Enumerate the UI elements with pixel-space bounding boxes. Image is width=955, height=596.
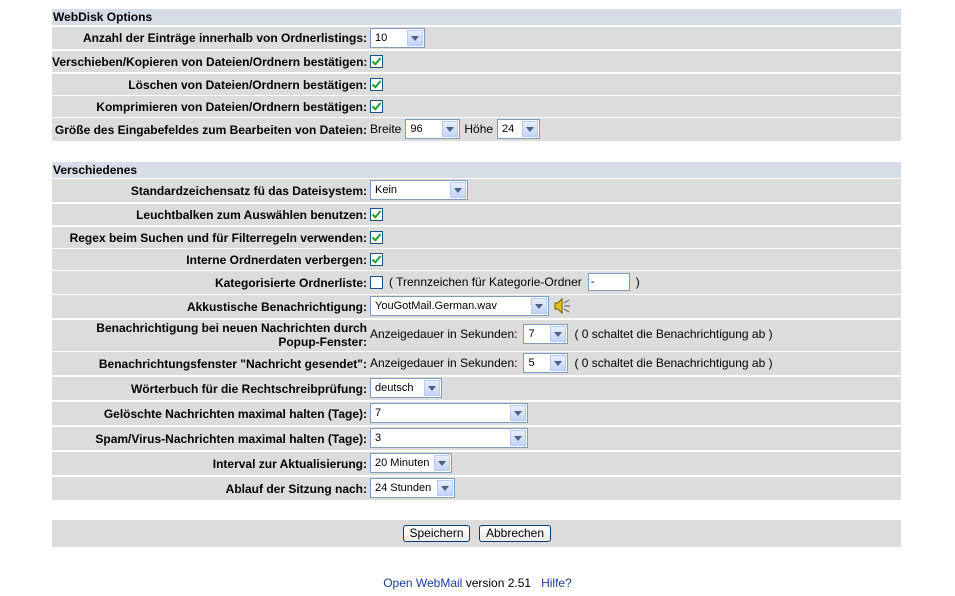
chevron-down-icon[interactable]: [550, 355, 566, 371]
session-label: Ablauf der Sitzung nach:: [225, 482, 367, 496]
regex-checkbox[interactable]: [370, 231, 383, 244]
dictionary-select[interactable]: [370, 378, 442, 398]
sent-label: Benachrichtungsfenster "Nachricht gesendet":: [98, 357, 367, 371]
confirm-move-checkbox[interactable]: [370, 55, 383, 68]
session-row: [52, 477, 901, 500]
chevron-down-icon[interactable]: [437, 480, 453, 496]
sent-duration-select[interactable]: [523, 353, 568, 373]
help-link[interactable]: Hilfe?: [541, 576, 572, 590]
refresh-select[interactable]: [370, 453, 452, 473]
confirm-delete-checkbox[interactable]: [370, 78, 383, 91]
width-select[interactable]: [405, 119, 460, 139]
refresh-row: [52, 452, 901, 475]
button-bar: [52, 520, 901, 547]
popup-label-line1: Benachrichtigung bei neuen Nachrichten durch: [96, 321, 367, 335]
chevron-down-icon[interactable]: [510, 430, 526, 446]
highlight-checkbox[interactable]: [370, 208, 383, 221]
chevron-down-icon[interactable]: [531, 298, 547, 314]
categorized-checkbox[interactable]: [370, 276, 383, 289]
chevron-down-icon[interactable]: [510, 405, 526, 421]
hide-internal-row: [52, 249, 901, 270]
highlight-label: Leuchtbalken zum Auswählen benutzen:: [136, 208, 367, 222]
popup-duration-label: Anzeigedauer in Sekunden:: [370, 327, 518, 341]
popup-row: [52, 320, 901, 351]
cancel-button[interactable]: Abbrechen: [479, 525, 551, 542]
hide-internal-label: Interne Ordnerdaten verbergen:: [186, 253, 367, 267]
sound-select[interactable]: [370, 296, 549, 316]
separator-text: ( Trennzeichen für Kategorie-Ordner: [389, 275, 582, 289]
separator-input[interactable]: -: [588, 273, 630, 291]
charset-label: Standardzeichensatz fü das Dateisystem:: [130, 184, 367, 198]
spam-value: 3: [375, 432, 382, 444]
session-value: 24 Stunden: [375, 482, 432, 494]
app-link[interactable]: Open WebMail: [383, 576, 463, 590]
width-label: Breite: [370, 122, 402, 136]
chevron-down-icon[interactable]: [442, 121, 458, 137]
popup-duration-value: 7: [528, 328, 535, 340]
sound-value: YouGotMail.German.wav: [375, 300, 497, 312]
chevron-down-icon[interactable]: [424, 380, 440, 396]
footer: [0, 576, 955, 590]
chevron-down-icon[interactable]: [450, 182, 466, 198]
popup-label-line2: Popup-Fenster:: [278, 335, 367, 349]
categorized-label: Kategorisierte Ordnerliste:: [214, 276, 367, 290]
misc-section-header: Verschiedenes: [52, 162, 901, 178]
trash-row: [52, 402, 901, 425]
dictionary-label: Wörterbuch für die Rechtschreibprüfung:: [130, 382, 367, 396]
popup-label: [52, 321, 367, 349]
sent-duration-value: 5: [528, 357, 535, 369]
entries-value: 10: [375, 32, 388, 44]
spam-label: Spam/Virus-Nachrichten maximal halten (Tage):: [95, 432, 367, 446]
confirm-move-row: [52, 51, 901, 72]
confirm-compress-checkbox[interactable]: [370, 100, 383, 113]
regex-row: [52, 227, 901, 248]
chevron-down-icon[interactable]: [550, 326, 566, 342]
chevron-down-icon[interactable]: [407, 30, 423, 46]
height-select[interactable]: [497, 119, 540, 139]
chevron-down-icon[interactable]: [434, 455, 450, 471]
charset-row: [52, 179, 901, 202]
dictionary-value: deutsch: [375, 382, 414, 394]
confirm-delete-row: [52, 74, 901, 95]
confirm-move-label: Verschieben/Kopieren von Dateien/Ordnern bestätigen:: [52, 55, 368, 69]
speaker-icon[interactable]: [553, 297, 571, 315]
sound-label: Akkustische Benachrichtigung:: [186, 300, 367, 314]
chevron-down-icon[interactable]: [522, 121, 538, 137]
height-value: 24: [502, 123, 515, 135]
session-select[interactable]: [370, 478, 455, 498]
trash-value: 7: [375, 407, 382, 419]
popup-hint: ( 0 schaltet die Benachrichtigung ab ): [574, 327, 773, 341]
entries-label: Anzahl der Einträge innerhalb von Ordnerlistings:: [82, 31, 367, 45]
confirm-delete-label: Löschen von Dateien/Ordnern bestätigen:: [128, 78, 367, 92]
sound-row: [52, 295, 901, 318]
entries-select[interactable]: [370, 28, 425, 48]
height-label: Höhe: [464, 122, 494, 136]
editsize-label: Größe des Eingabefeldes zum Bearbeiten von Dateien:: [54, 123, 367, 137]
charset-value: Kein: [375, 184, 398, 196]
trash-select[interactable]: [370, 403, 528, 423]
highlight-row: [52, 204, 901, 225]
sent-duration-label: Anzeigedauer in Sekunden:: [370, 356, 518, 370]
editsize-row: [52, 118, 901, 141]
separator-close: ): [635, 275, 640, 289]
regex-label: Regex beim Suchen und für Filterregeln verwenden:: [69, 231, 367, 245]
refresh-label: Interval zur Aktualisierung:: [212, 457, 367, 471]
version-text: version 2.51: [465, 576, 532, 590]
popup-duration-select[interactable]: [523, 324, 568, 344]
hide-internal-checkbox[interactable]: [370, 253, 383, 266]
spam-select[interactable]: [370, 428, 528, 448]
refresh-value: 20 Minuten: [375, 457, 430, 469]
confirm-compress-label: Komprimieren von Dateien/Ordnern bestätigen:: [96, 100, 367, 114]
sent-row: [52, 352, 901, 375]
confirm-compress-row: [52, 96, 901, 117]
categorized-row: [52, 271, 901, 294]
trash-label: Gelöschte Nachrichten maximal halten (Tage):: [103, 407, 367, 421]
width-value: 96: [410, 123, 423, 135]
webdisk-section-header: WebDisk Options: [52, 9, 901, 25]
charset-select[interactable]: [370, 180, 468, 200]
save-button[interactable]: Speichern: [403, 525, 470, 542]
sent-hint: ( 0 schaltet die Benachrichtigung ab ): [574, 356, 773, 370]
spam-row: [52, 427, 901, 450]
dictionary-row: [52, 377, 901, 400]
webdisk-entries-row: [52, 27, 901, 49]
